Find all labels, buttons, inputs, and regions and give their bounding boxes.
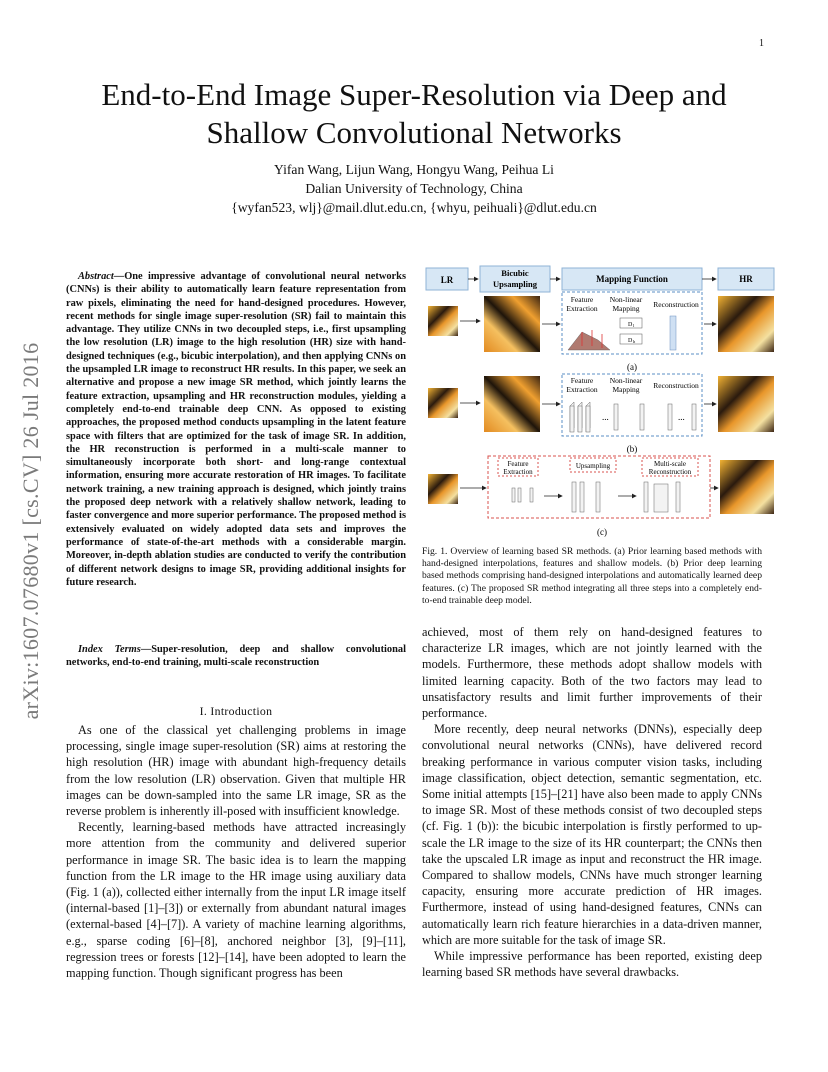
feature-a-2: Extraction: [566, 304, 598, 313]
lr-image-c: [428, 474, 458, 504]
title-line-2: Shallow Convolutional Networks: [206, 115, 622, 150]
page-number: 1: [759, 38, 764, 49]
abstract: [66, 270, 406, 589]
hr-image-a: [718, 296, 774, 352]
index-terms: [66, 643, 406, 670]
title-line-1: End-to-End Image Super-Resolution via Deep and: [101, 77, 727, 112]
label-a: (a): [627, 362, 637, 372]
nonlinear-b-2: Mapping: [612, 385, 640, 394]
index-terms-text: —Super-resolution, deep and shallow convolutional networks, end-to-end training, multi-scale reconstruction: [66, 644, 406, 669]
reconstruction-a: Reconstruction: [653, 300, 699, 309]
upsampled-image-b: [484, 376, 540, 432]
feature-b-2: Extraction: [566, 385, 598, 394]
reconstruction-b: Reconstruction: [653, 381, 699, 390]
dl-label: D: [628, 322, 633, 328]
affiliation: Dalian University of Technology, China: [305, 181, 523, 196]
author-block: [60, 160, 768, 217]
dots-b-2: ...: [678, 412, 685, 422]
header-mapping: Mapping Function: [596, 274, 668, 284]
abstract-text: —One impressive advantage of convolutional neural networks (CNNs) is their ability to automatically learn feature representation from raw pixels, eliminating the need for hand-designed procedures. However, recent methods for single image super-resolution (SR) fail to maintain this advantage. They utilize CNNs in two decoupled steps, i.e., first upsampling the low resolution (LR) image to the high resolution (HR) size with hand-designed techniques (e.g., bicubic interpolation), and then applying CNNs on the upsampled LR image to reconstruct HR results. In this paper, we seek an alternative and propose a new image SR method, which jointly learns the feature extraction, upsampling and HR reconstruction modules, yielding a completely end-to-end trainable deep CNN. As opposed to existing approaches, the proposed method conducts upsampling in the latent feature space with filters that are optimized for the task of image SR. In addition, the HR reconstruction is performed in a multi-scale manner to simultaneously incorporate both short- and long-range contextual information, ensuring more accurate restoration of HR images. To facilitate network training, a new training approach is designed, which jointly trains the proposed deep network with a relatively shallow network, leading to faster convergence and more superior performance. The proposed method is extensively evaluated on widely adopted data sets and improves the performance of state-of-the-art methods with a considerable margin. Moreover, in-depth ablation studies are conducted to verify the contribution of different network designs to image SR, providing additional insights for future research.: [66, 271, 406, 588]
lr-image-a: [428, 306, 458, 336]
dh-sub: h: [633, 339, 636, 344]
header-bicubic-1: Bicubic: [501, 268, 529, 278]
authors: Yifan Wang, Lijun Wang, Hongyu Wang, Peihua Li: [274, 162, 554, 177]
label-b: (b): [626, 444, 638, 454]
paper-title: [60, 76, 768, 152]
right-paragraph-3: While impressive performance has been reported, existing deep learning based SR methods have several drawbacks.: [422, 949, 762, 980]
header-lr: LR: [440, 275, 454, 285]
feature-a-1: Feature: [570, 295, 594, 304]
right-paragraph-1: achieved, most of them rely on hand-designed features to characterize LR images, which are not jointly learned with the models. Furthermore, these methods adopt shallow models with limited learning capacity. Both of the two factors may lead to unsatisfactory results and limit further improvements of their performance.: [422, 625, 762, 721]
right-column-text: [422, 624, 762, 980]
header-hr: HR: [739, 274, 753, 284]
hr-image-b: [718, 376, 774, 432]
feature-c-1: Feature: [507, 460, 529, 468]
dl-sub: l: [633, 323, 635, 328]
section-heading: I. Introduction: [199, 704, 273, 718]
multiscale-c-2: Reconstruction: [648, 468, 692, 476]
intro-paragraph-2: Recently, learning-based methods have attracted increasingly more attention from the community and delivered superior performance in image SR. The basic idea is to learn the mapping function from the LR image to the HR image using auxiliary data (Fig. 1 (a)), collected either internally from the input LR image itself (internal-based [1]–[3]) or externally from abundant natural images (external-based [4]–[7]). A variety of machine learning algorithms, e.g., sparse coding [6]–[8], anchored neighbor [3], [9]–[11], regression trees or forests [12]–[14], have been adopted to learn the mapping function. Though significant progress has been: [66, 820, 406, 981]
right-paragraph-2: More recently, deep neural networks (DNNs), especially deep convolutional neural networks (CNNs), have delivered record breaking performance in various computer vision tasks, including image classification, object detection, semantic segmentation, etc. Some initial attempts [15]–[21] have also been made to apply CNNs to image SR. Most of these methods consist of two decoupled steps (cf. Fig. 1 (b)): the bicubic interpolation is firstly performed to up-scale the LR image to the size of its HR counterpart; the CNNs then take the upscaled LR image as input and reconstruct the HR image. Compared to shallow models, CNNs have much stronger learning capacity, ensuring more accurate prediction of HR images. Furthermore, instead of using hand-designed features, CNNs can automatically learn rich feature hierarchies in a data-driven manner, which are more suitable for the task of image SR.: [422, 722, 762, 947]
abstract-label: Abstract: [78, 271, 114, 282]
feature-b-1: Feature: [570, 376, 594, 385]
label-c: (c): [597, 527, 607, 537]
figure-1: [422, 262, 778, 542]
arxiv-stamp: [6, 296, 56, 766]
intro-paragraph-1: As one of the classical yet challenging problems in image processing, single image super-resolution (SR) aims at restoring the high resolution (HR) image with abundant high-frequency details from the low resolution (LR) observation. Given that multiple HR images can be down-sampled into the same LR image, SR as the reverse problem is inherently ill-posed with insufficient knowledge.: [66, 723, 406, 819]
index-terms-label: Index Terms: [78, 644, 141, 655]
nonlinear-a-1: Non-linear: [609, 295, 643, 304]
arxiv-stamp-text: arXiv:1607.07680v1 [cs.CV] 26 Jul 2016: [18, 342, 43, 720]
nonlinear-b-1: Non-linear: [609, 376, 643, 385]
upsampling-c: Upsampling: [575, 462, 611, 470]
nonlinear-a-2: Mapping: [612, 304, 640, 313]
dots-b-1: ...: [602, 412, 609, 422]
hr-image-c: [720, 460, 774, 514]
dh-label: D: [628, 338, 633, 344]
upsampled-image-a: [484, 296, 540, 352]
multiscale-c-1: Multi-scale: [654, 460, 686, 468]
intro-text: [66, 722, 406, 981]
emails: {wyfan523, wlj}@mail.dlut.edu.cn, {whyu, peihuali}@dlut.edu.cn: [231, 200, 597, 215]
figure-caption: Fig. 1. Overview of learning based SR methods. (a) Prior learning based methods with hand-designed interpolations, features and shallow models. (b) Prior deep learning based methods comprising hand-designed interpolations and automatically learned deep features. (c) The proposed SR method integrating all three steps into a completely end-to-end trainable deep model.: [422, 546, 762, 606]
header-bicubic-2: Upsampling: [493, 279, 537, 289]
lr-image-b: [428, 388, 458, 418]
feature-c-2: Extraction: [503, 468, 533, 476]
